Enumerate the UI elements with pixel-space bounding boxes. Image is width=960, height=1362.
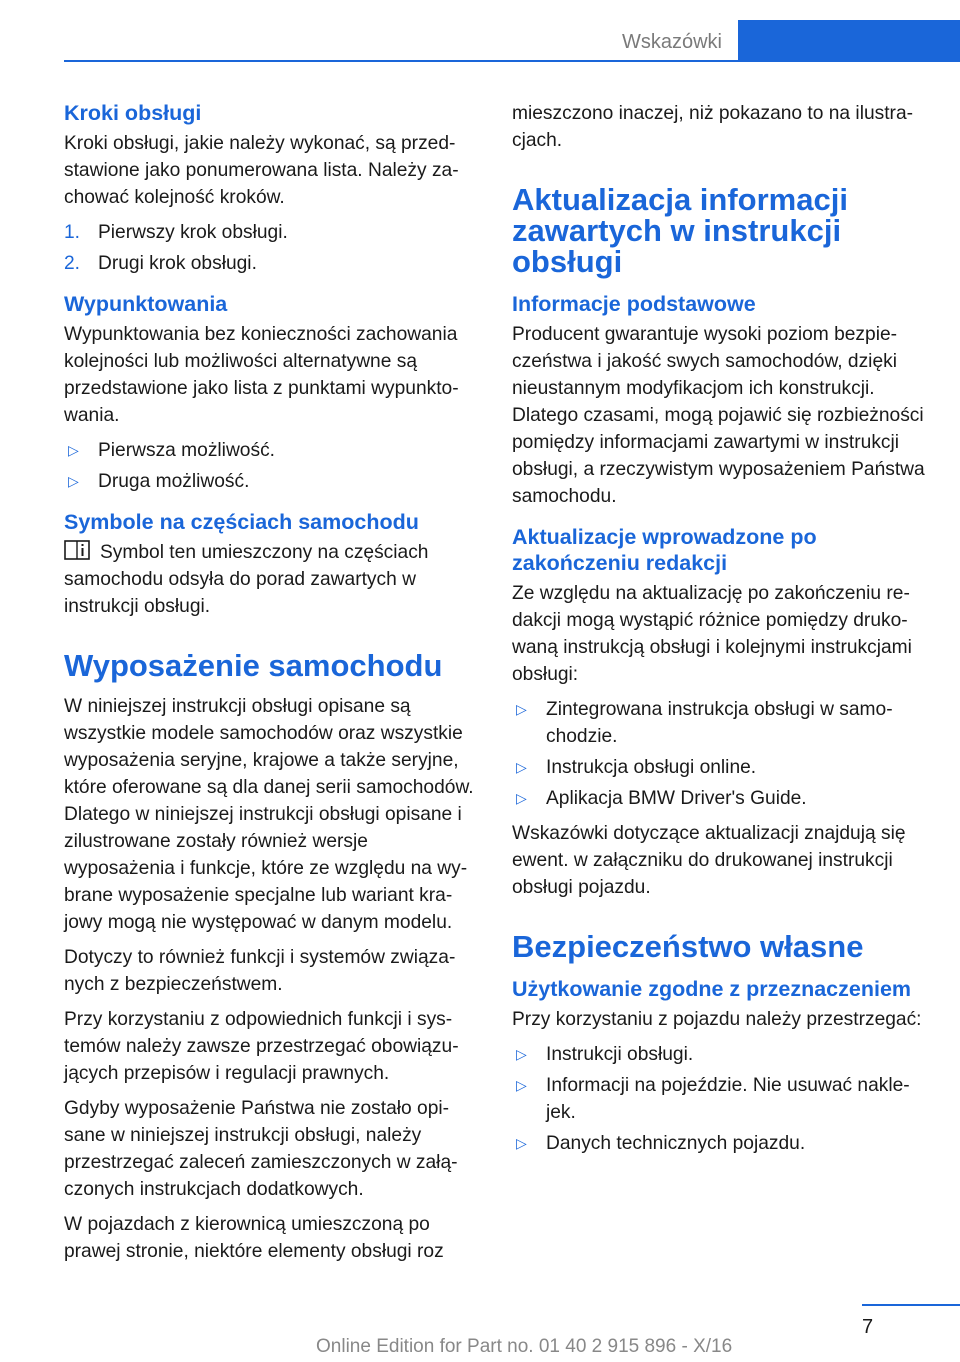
- triangle-right-outline-icon: ▷: [68, 442, 79, 458]
- list-item: [64, 468, 478, 495]
- heading-informacje-podstawowe: Informacje podstawowe: [512, 292, 756, 316]
- left-column: [64, 100, 478, 1273]
- bullet-list: [512, 696, 926, 812]
- list-number: 2.: [64, 253, 81, 274]
- list-item-text: Zintegrowana instrukcja obsługi w samochodzie.: [546, 699, 893, 747]
- heading-bezpieczenstwo: Bezpieczeństwo własne: [512, 929, 864, 964]
- list-item-text: Druga możliwość.: [98, 471, 250, 492]
- triangle-right-outline-icon: ▷: [68, 473, 79, 489]
- triangle-right-outline-icon: ▷: [516, 1046, 527, 1062]
- list-item: [512, 1130, 926, 1157]
- heading-symbole: Symbole na częściach samochodu: [64, 510, 419, 534]
- list-item: [64, 219, 478, 246]
- list-item-text: Aplikacja BMW Driver's Guide.: [546, 788, 807, 809]
- list-item-text: Instrukcji obsługi.: [546, 1044, 694, 1065]
- triangle-right-outline-icon: ▷: [516, 701, 527, 717]
- heading-wyposazenie: Wyposażenie samochodu: [64, 648, 443, 683]
- symbol-text: Symbol ten umieszczony na częściach samochodu odsyła do porad zawartych w instrukcji obsługi.: [64, 542, 429, 617]
- paragraph-wypunktowania: Wypunktowania bez konieczności zachowania kolejności lub możliwości alternatywne są przedstawione jako lista z punktami wypunktowania.: [64, 324, 459, 426]
- list-item-text: Pierwsza możliwość.: [98, 440, 275, 461]
- list-item: [64, 250, 478, 277]
- right-column: [512, 100, 926, 1165]
- book-info-icon: [64, 540, 90, 560]
- triangle-right-outline-icon: ▷: [516, 790, 527, 806]
- paragraph-continuation: mieszczono inaczej, niż pokazano to na ilustracjach.: [512, 103, 914, 151]
- paragraph-wyposazenie-3: Przy korzystaniu z odpowiednich funkcji i systemów należy zawsze przestrzegać obowiązujących przepisów i regulacji prawnych.: [64, 1009, 459, 1084]
- heading-aktualizacja: Aktualizacja informacji zawartych w instrukcji obsługi: [512, 182, 848, 279]
- footer-edition: Online Edition for Part no. 01 40 2 915 896 - X/16: [316, 1336, 733, 1357]
- list-item-text: Informacji na pojeździe. Nie usuwać naklejek.: [546, 1075, 910, 1123]
- paragraph-aktualizacje: Ze względu na aktualizację po zakończeniu redakcji mogą wystąpić różnice pomiędzy drukowaną instrukcją obsługi i kolejnymi instrukcjami obsługi:: [512, 583, 912, 685]
- header-section-title: Wskazówki: [621, 31, 722, 53]
- paragraph-symbole: [64, 539, 478, 620]
- paragraph-uzytkowanie: Przy korzystaniu z pojazdu należy przestrzegać:: [512, 1009, 922, 1030]
- paragraph-wyposazenie-1: W niniejszej instrukcji obsługi opisane są wszystkie modele samochodów oraz wszystkie wyposażenia seryjne, krajowe a także seryjne, które oferowane są dla danej serii samochodów. Dlatego w niniejszej instrukcji obsługi opisane i zilustrowane zostały również wersje wyposażenia i funkcje, które ze względu na wybrane wyposażenie specjalne lub wariant krajowy mogą nie występować w danym modelu.: [64, 696, 474, 933]
- list-item-text: Danych technicznych pojazdu.: [546, 1133, 806, 1154]
- header-accent-block: [738, 20, 960, 62]
- heading-uzytkowanie: Użytkowanie zgodne z przeznaczeniem: [512, 977, 912, 1001]
- list-item: [512, 1072, 926, 1126]
- triangle-right-outline-icon: ▷: [516, 1077, 527, 1093]
- list-item: [512, 754, 926, 781]
- paragraph-informacje: Producent gwarantuje wysoki poziom bezpieczeństwa i jakość swych samochodów, dzięki nieustannym modyfikacjom ich konstrukcji. Dlatego czasami, mogą pojawić się rozbieżności pomiędzy informacjami zawartymi w instrukcji obsługi, a rzeczywistym wyposażeniem Państwa samochodu.: [512, 324, 925, 507]
- list-item: [512, 1041, 926, 1068]
- list-item: [64, 437, 478, 464]
- triangle-right-outline-icon: ▷: [516, 759, 527, 775]
- footer-rule: [862, 1304, 960, 1306]
- list-item: [512, 696, 926, 750]
- list-item-text: Instrukcja obsługi online.: [546, 757, 757, 778]
- heading-wypunktowania: Wypunktowania: [64, 292, 228, 316]
- numbered-list: [64, 219, 478, 277]
- list-item-text: Drugi krok obsługi.: [98, 253, 257, 274]
- paragraph-wyposazenie-2: Dotyczy to również funkcji i systemów związanych z bezpieczeństwem.: [64, 947, 456, 995]
- paragraph-wskazowki-aktualizacji: Wskazówki dotyczące aktualizacji znajdują się ewent. w załączniku do drukowanej instrukcji obsługi pojazdu.: [512, 823, 906, 898]
- heading-aktualizacje-po-redakcji: Aktualizacje wprowadzone po zakończeniu redakcji: [512, 525, 817, 575]
- bullet-list: [512, 1041, 926, 1157]
- triangle-right-outline-icon: ▷: [516, 1135, 527, 1151]
- page-header: [0, 0, 960, 62]
- paragraph-wyposazenie-5: W pojazdach z kierownicą umieszczoną po prawej stronie, niektóre elementy obsługi roz: [64, 1214, 444, 1262]
- page-number: 7: [862, 1316, 874, 1338]
- paragraph-kroki: Kroki obsługi, jakie należy wykonać, są przedstawione jako ponumerowana lista. Należy zachować kolejność kroków.: [64, 133, 459, 208]
- header-rule: [64, 60, 960, 62]
- bullet-list: [64, 437, 478, 495]
- paragraph-wyposazenie-4: Gdyby wyposażenie Państwa nie zostało opisane w niniejszej instrukcji obsługi, należy przestrzegać zaleceń zamieszczonych w załączonych instrukcjach dodatkowych.: [64, 1098, 458, 1200]
- list-item: [512, 785, 926, 812]
- list-item-text: Pierwszy krok obsługi.: [98, 222, 288, 243]
- list-number: 1.: [64, 222, 81, 243]
- heading-kroki-obslugi: Kroki obsługi: [64, 101, 202, 125]
